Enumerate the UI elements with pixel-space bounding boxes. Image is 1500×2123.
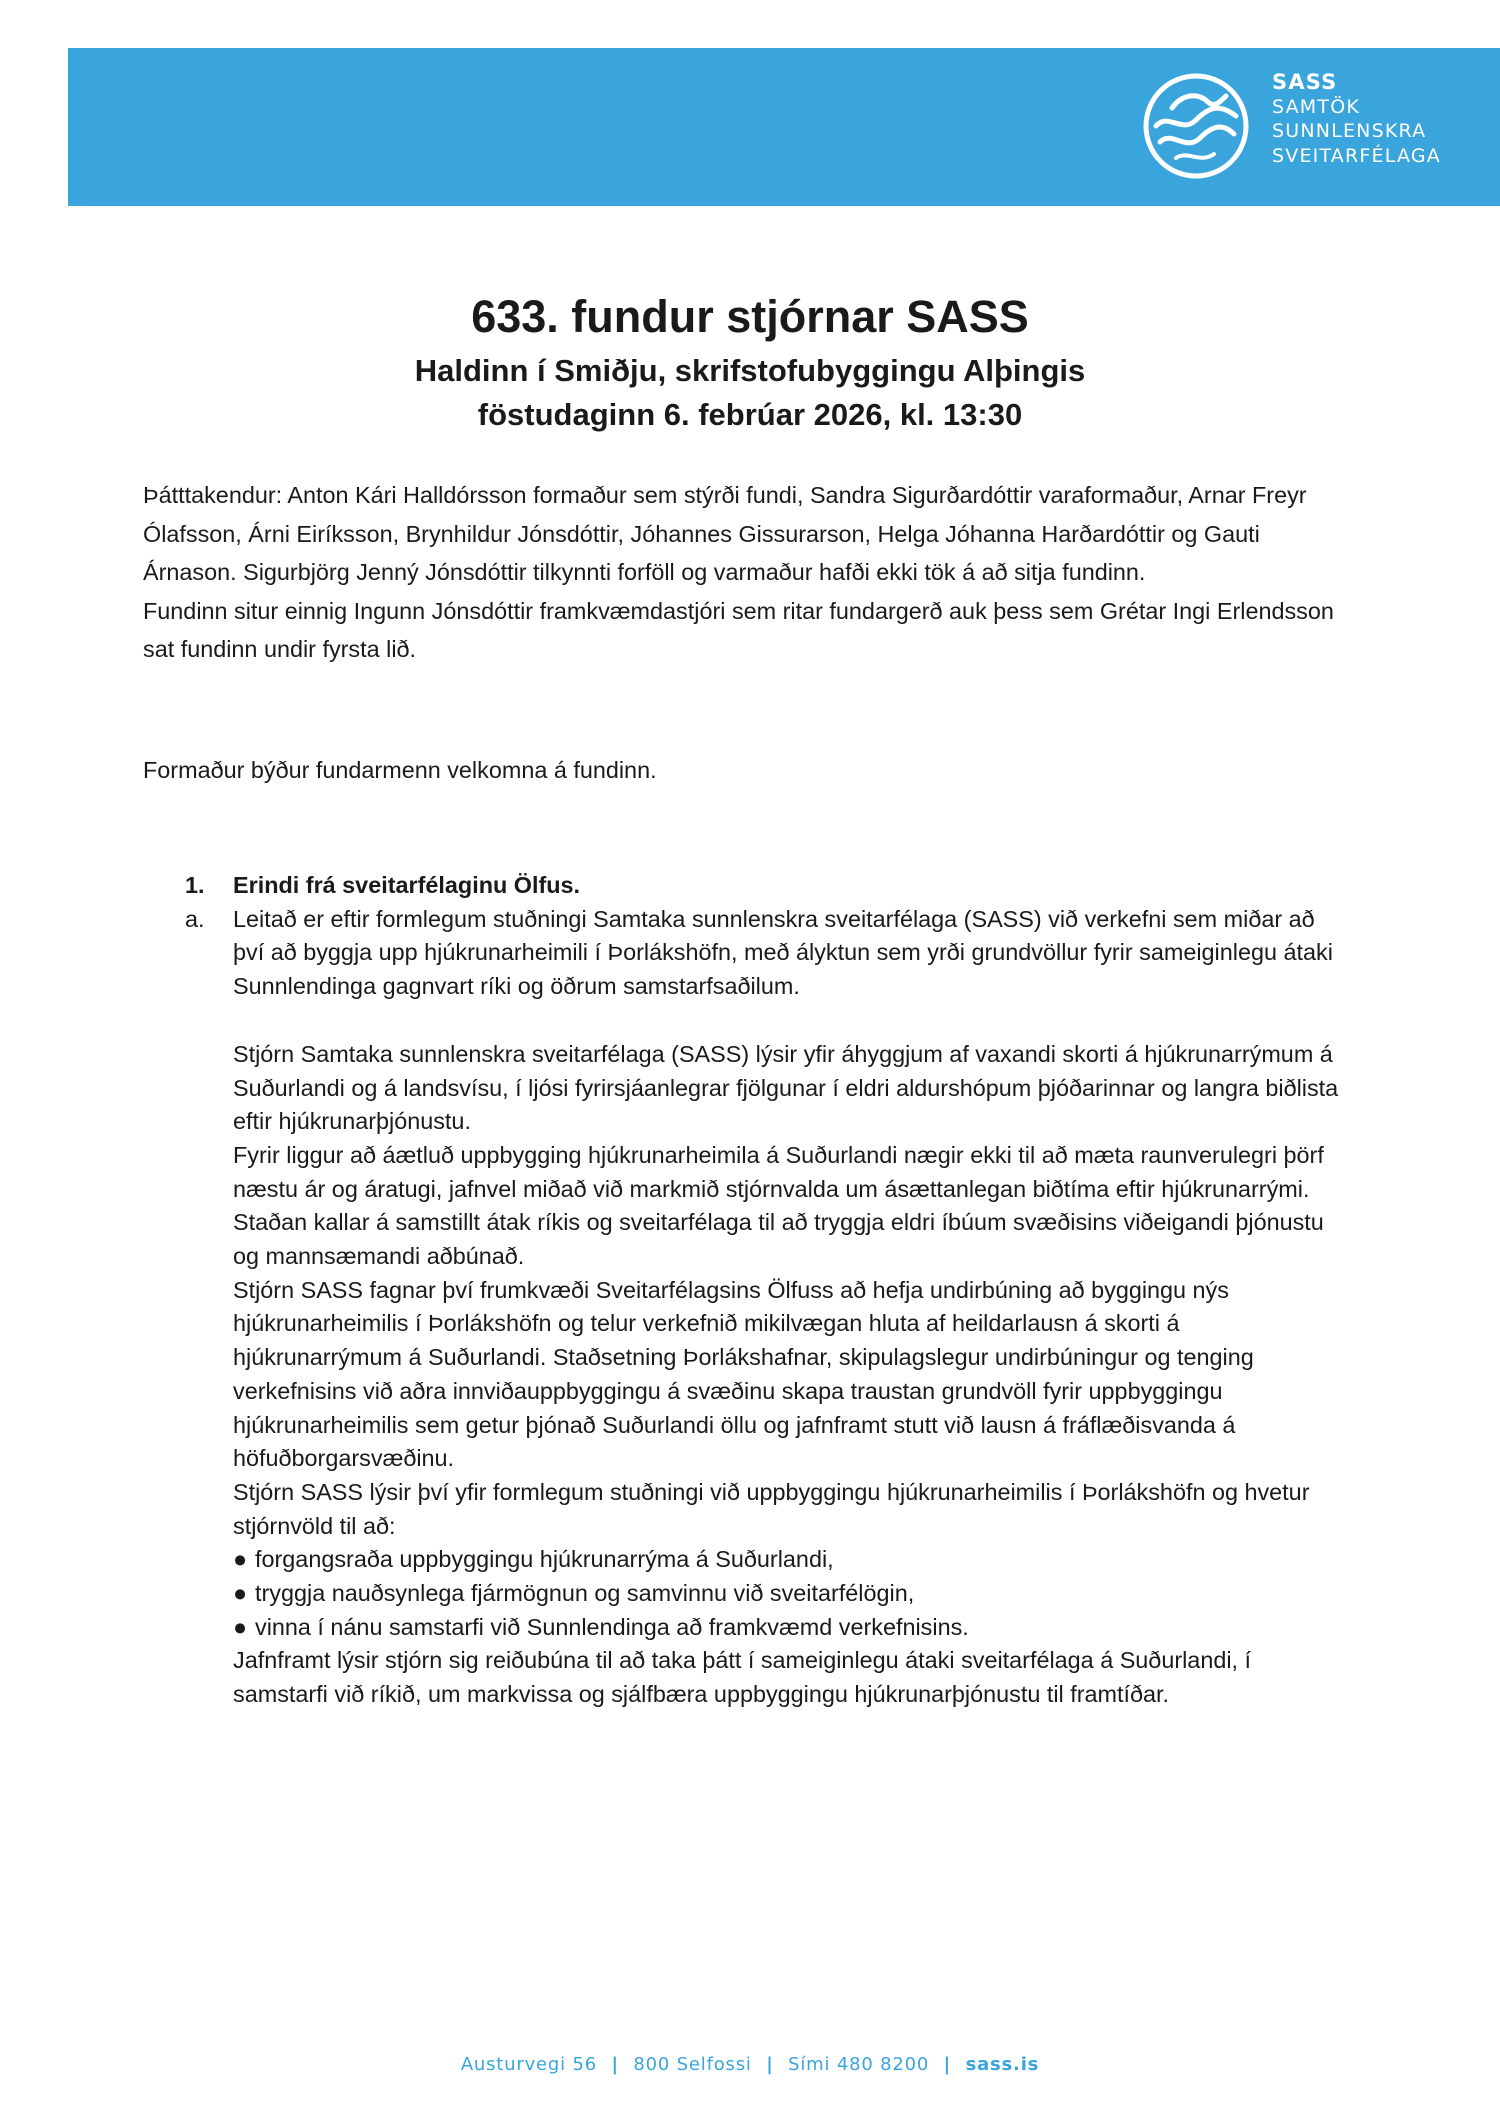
footer-postal: 800 Selfossi [633,2054,752,2075]
footer-separator: | [943,2054,952,2075]
bullet-item [233,1611,1345,1645]
logo-line-3: SVEITARFÉLAGA [1272,144,1441,167]
resolution-paragraph-1: Stjórn Samtaka sunnlenskra sveitarfélaga (SASS) lýsir yfir áhyggjum af vaxandi skorti á hjúkrunarrýmum á Suðurlandi og á landsvísu, í ljósi fyrirsjáanlegrar fjölgunar í eldri aldurshópum þjóðarinnar og langra biðlista eftir hjúkrunarþjónustu. [233,1040,1339,1135]
bullet-text: tryggja nauðsynlega fjármögnun og samvinnu við sveitarfélögin, [255,1580,915,1607]
agenda-item-a [185,903,1345,1712]
meeting-date: föstudaginn 6. febrúar 2026, kl. 13:30 [477,397,1023,432]
also-present-paragraph: Fundinn situr einnig Ingunn Jónsdóttir framkvæmdastjóri sem ritar fundargerð auk þess sem Grétar Ingi Erlendsson sat fundinn undir fyrsta lið. [143,597,1334,663]
bullet-text: forgangsraða uppbyggingu hjúkrunarrýma á Suðurlandi, [255,1546,834,1573]
intro-block [143,476,1343,669]
footer [0,2054,1500,2075]
resolution-paragraph-4: Stjórn SASS lýsir því yfir formlegum stuðningi við uppbyggingu hjúkrunarheimilis í Þorlákshöfn og hvetur stjórnvöld til að: [233,1478,1310,1539]
bullet-item [233,1543,1345,1577]
page-title: 633. fundur stjórnar SASS [471,291,1029,342]
sass-logo-icon [1142,72,1250,180]
footer-separator: | [766,2054,774,2075]
item-content [233,903,1345,1712]
agenda-section-1 [185,869,1345,1712]
logo-abbr: SASS [1272,70,1338,94]
request-paragraph: Leitað er eftir formlegum stuðningi Samtaka sunnlenskra sveitarfélaga (SASS) við verkefni sem miðar að því að byggja upp hjúkrunarheimili í Þorlákshöfn, með ályktun sem yrði grundvöllur fyrir sameiginlegu átaki Sunnlendinga gagnvart ríki og öðrum samstarfsaðilum. [233,905,1333,1000]
item-marker: a. [185,905,205,932]
section-number: 1. [185,872,205,898]
logo-wordmark [1272,70,1441,168]
logo-line-1: SAMTÖK [1272,95,1361,118]
bullet-icon: ● [233,1613,248,1640]
attendees-paragraph: Þátttakendur: Anton Kári Halldórsson formaður sem stýrði fundi, Sandra Sigurðardóttir varaformaður, Arnar Freyr Ólafsson, Árni Eiríksson, Brynhildur Jónsdóttir, Jóhannes Gissurarson, Helga Jóhanna Harðardóttir og Gauti Árnason. Sigurbjörg Jenný Jónsdóttir tilkynnti forföll og varmaður hafði ekki tök á að sitja fundinn. [143,482,1307,586]
footer-address: Austurvegi 56 [460,2054,597,2075]
resolution-paragraph-3: Stjórn SASS fagnar því frumkvæði Sveitarfélagsins Ölfuss að hefja undirbúning að byggingu nýs hjúkrunarheimilis í Þorlákshöfn og telur verkefnið mikilvægan hluta af heildarlausn á skorti á hjúkrunarrýmum á Suðurlandi. Staðsetning Þorlákshafnar, skipulagslegur undirbúningur og tenging verkefnisins við aðra innviðauppbyggingu á svæðinu skapa traustan grundvöll fyrir uppbyggingu hjúkrunarheimilis sem getur þjónað Suðurlandi öllu og jafnframt stutt við lausn á fráflæðisvanda á höfuðborgarsvæðinu. [233,1276,1254,1472]
section-title: Erindi frá sveitarfélaginu Ölfus. [233,872,581,898]
bullet-icon: ● [233,1580,248,1607]
bullet-text: vinna í nánu samstarfi við Sunnlendinga að framkvæmd verkefnisins. [255,1613,969,1640]
welcome-block [143,751,1343,790]
title-block [0,286,1500,436]
resolution-paragraph-5: Jafnframt lýsir stjórn sig reiðubúna til að taka þátt í sameiginlegu átaki sveitarfélaga á Suðurlandi, í samstarfi við ríkið, um markvissa og sjálfbæra uppbyggingu hjúkrunarþjónustu til framtíðar. [233,1647,1252,1708]
logo-line-2: SUNNLENSKRA [1272,120,1427,142]
footer-phone: Sími 480 8200 [788,2054,930,2075]
meeting-location: Haldinn í Smiðju, skrifstofubyggingu Alþingis [414,353,1086,388]
section-heading [185,869,1345,903]
footer-separator: | [611,2054,619,2075]
bullet-icon: ● [233,1546,248,1573]
welcome-paragraph: Formaður býður fundarmenn velkomna á fundinn. [143,757,657,783]
footer-website-link[interactable]: sass.is [965,2054,1040,2075]
bullet-item [233,1577,1345,1611]
resolution-paragraph-2: Fyrir liggur að áætluð uppbygging hjúkrunarheimila á Suðurlandi nægir ekki til að mæta raunverulegri þörf næstu ár og áratugi, jafnvel miðað við markmið stjórnvalda um ásættanlegan biðtíma eftir hjúkrunarrými. Staðan kallar á samstillt átak ríkis og sveitarfélaga til að tryggja eldri íbúum svæðisins viðeigandi þjónustu og mannsæmandi aðbúnað. [233,1141,1324,1270]
